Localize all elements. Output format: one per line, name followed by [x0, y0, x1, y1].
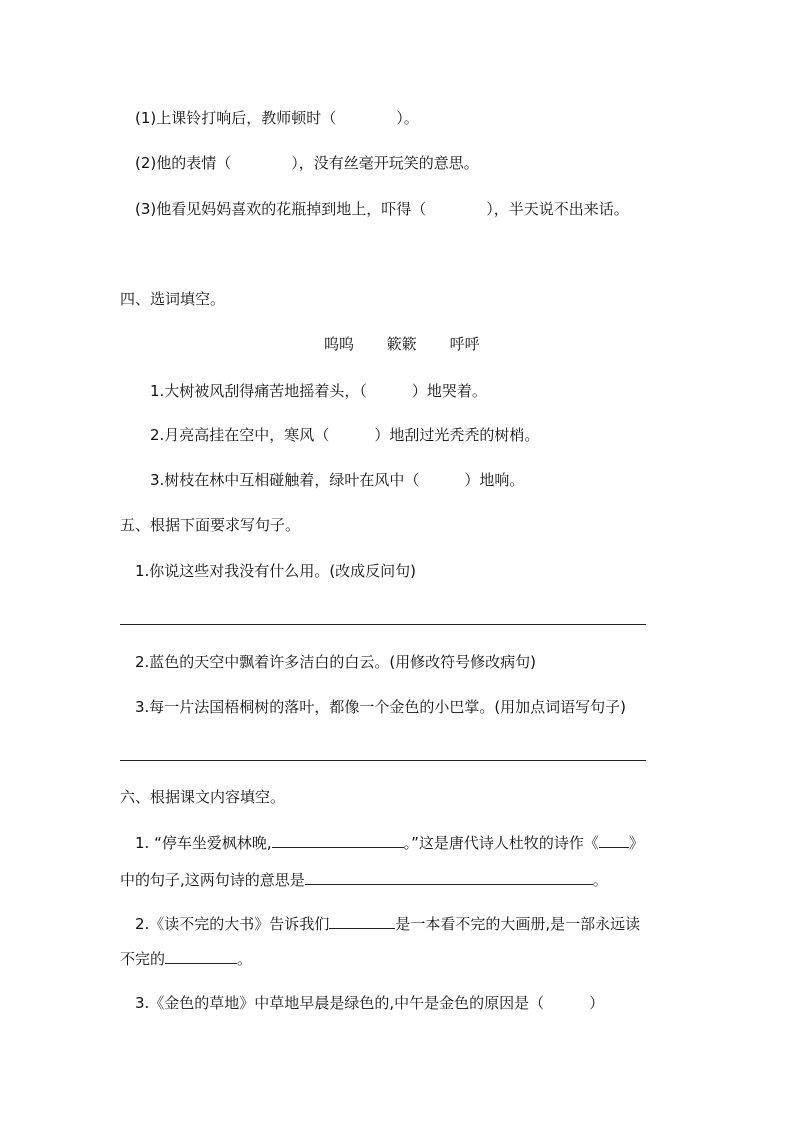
- answer-line: [120, 624, 646, 625]
- fill-blank: [165, 947, 237, 964]
- question-6-3: 3.《金色的草地》中草地早晨是绿色的,中午是金色的原因是（ ）: [135, 994, 605, 1012]
- question-4-2: 2.月亮高挂在空中，寒风（ ）地刮过光秃秃的树梢。: [150, 426, 540, 444]
- question-text: 》: [628, 834, 644, 852]
- question-6-2-line2: [120, 947, 252, 970]
- question-text: 。: [237, 950, 253, 968]
- question-text: 是一本看不完的大画册,是一部永远读: [395, 915, 641, 933]
- question-3-2: (2)他的表情（ ），没有丝毫开玩笑的意思。: [135, 154, 479, 172]
- question-5-3: 3.每一片法国梧桐树的落叶，都像一个金色的小巴掌。(用加点词语写句子): [135, 698, 627, 716]
- word-choices: [310, 333, 494, 355]
- section-title-6: 六、根据课文内容填空。: [120, 788, 286, 806]
- question-text: 。: [592, 871, 608, 889]
- question-6-1-line2: [120, 868, 608, 891]
- question-5-2: 2.蓝色的天空中飘着许多洁白的白云。(用修改符号修改病句): [135, 653, 537, 671]
- question-4-1: 1.大树被风刮得痛苦地摇着头，（ ）地哭着。: [150, 382, 487, 400]
- choice-word: 呼呼: [449, 335, 480, 353]
- question-6-2-line1: [135, 912, 640, 935]
- choice-word: 簌簌: [386, 335, 417, 353]
- fill-blank: [305, 868, 593, 885]
- choice-word: 呜呜: [324, 335, 355, 353]
- fill-blank: [599, 831, 629, 848]
- question-4-3: 3.树枝在林中互相碰触着，绿叶在风中（ ）地响。: [150, 471, 525, 489]
- question-5-1: 1.你说这些对我没有什么用。(改成反问句): [135, 562, 417, 580]
- question-text: 2.《读不完的大书》告诉我们: [135, 915, 330, 933]
- question-3-1: (1)上课铃打响后，教师顿时（ ）。: [135, 109, 419, 127]
- question-text: 。”这是唐代诗人杜牧的诗作《: [403, 834, 599, 852]
- fill-blank: [329, 912, 395, 929]
- question-6-1-line1: [135, 831, 644, 854]
- section-title-5: 五、根据下面要求写句子。: [120, 516, 301, 534]
- fill-blank: [272, 831, 404, 848]
- question-3-3: (3)他看见妈妈喜欢的花瓶掉到地上，吓得（ ），半天说不出来话。: [135, 200, 629, 218]
- question-text: 中的句子,这两句诗的意思是: [120, 871, 305, 889]
- answer-line: [120, 760, 646, 761]
- question-text: 不完的: [120, 950, 166, 968]
- section-title-4: 四、选词填空。: [120, 290, 226, 308]
- question-text: 1. “停车坐爱枫林晚,: [135, 834, 272, 852]
